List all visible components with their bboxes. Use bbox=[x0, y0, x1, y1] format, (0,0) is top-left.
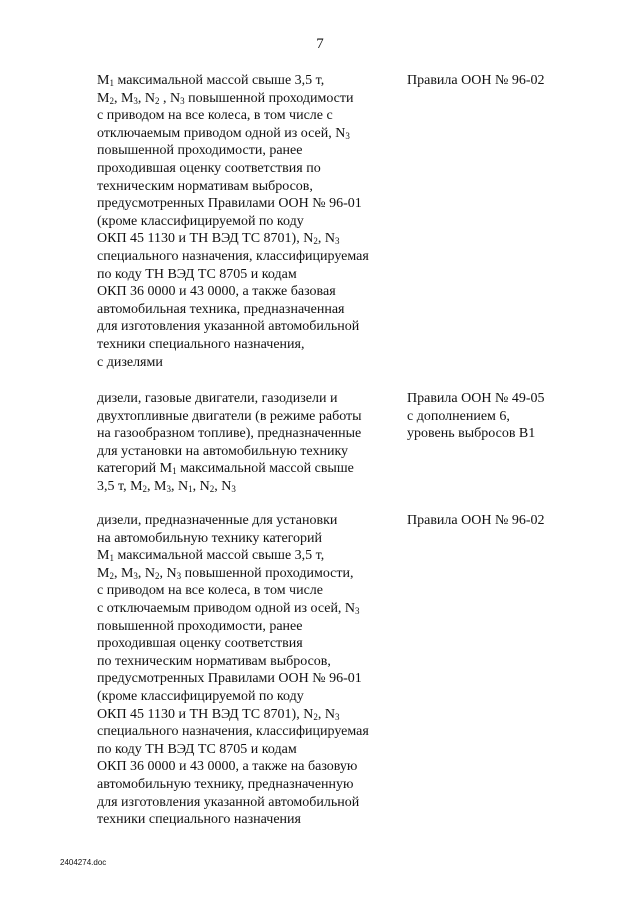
text-line: ОКП 45 1130 и ТН ВЭД ТС 8701), $N_2$, $N_3$ bbox=[97, 231, 340, 247]
text-line: $M_2$, $M_3$, $N_2$ , $N_3$ повышенной проходимости bbox=[97, 90, 354, 106]
text-line: ОКП 36 0000 и 43 0000, а также на базовую bbox=[97, 759, 358, 775]
subscript: 3 bbox=[231, 483, 236, 494]
subscript: 3 bbox=[334, 711, 340, 722]
text-line: для изготовления указанной автомобильной bbox=[97, 319, 360, 335]
subscript: 1 bbox=[109, 553, 114, 564]
subscript: 1 bbox=[172, 466, 177, 477]
regulation-text bbox=[407, 512, 607, 530]
text-line: $M_1$ максимальной массой свыше 3,5 т, bbox=[97, 73, 325, 88]
text-line: ОКП 45 1130 и ТН ВЭД ТС 8701), $N_2$, $N_3$ bbox=[97, 706, 340, 722]
text-line: (кроме классифицируемой по коду bbox=[97, 688, 304, 704]
text-line: предусмотренных Правилами ООН № 96-01 bbox=[97, 196, 362, 212]
text-line: Правила ООН № 96-02 bbox=[407, 513, 545, 528]
text-line: двухтопливные двигатели (в режиме работы bbox=[97, 408, 362, 424]
text-line: с приводом на все колеса, в том числе с bbox=[97, 108, 333, 124]
text-line: $M_2$, $M_3$, $N_2$, $N_3$ повышенной проходимости, bbox=[97, 565, 354, 581]
text-line: повышенной проходимости, ранее bbox=[97, 618, 303, 634]
text-line: по техническим нормативам выбросов, bbox=[97, 653, 331, 669]
subscript: 2 bbox=[142, 483, 148, 494]
text-line: проходившая оценку соответствия по bbox=[97, 160, 321, 176]
subscript: 1 bbox=[188, 483, 193, 494]
text-line: автомобильная техника, предназначенная bbox=[97, 301, 345, 317]
text-line: отключаемым приводом одной из осей, $N_3$ bbox=[97, 125, 350, 141]
text-line: $M_1$ максимальной массой свыше 3,5 т, bbox=[97, 548, 325, 564]
subscript: 3 bbox=[334, 236, 340, 247]
subscript: 2 bbox=[109, 570, 114, 581]
text-line: на газообразном топливе), предназначенные bbox=[97, 426, 362, 442]
text-line: Правила ООН № 96-02 bbox=[407, 73, 545, 88]
vehicle-scope-text bbox=[97, 72, 397, 371]
subscript: 3 bbox=[166, 483, 171, 494]
subscript: 3 bbox=[133, 570, 138, 581]
subscript: 3 bbox=[133, 95, 138, 106]
text-line: для установки на автомобильную технику bbox=[97, 443, 349, 459]
subscript: 2 bbox=[313, 711, 318, 722]
text-line: (кроме классифицируемой по коду bbox=[97, 213, 304, 229]
file-name-footer: 2404274.doc bbox=[60, 858, 107, 867]
regulation-text bbox=[407, 390, 607, 443]
regulation-text bbox=[407, 72, 607, 90]
text-line: предусмотренных Правилами ООН № 96-01 bbox=[97, 671, 362, 687]
text-line: дизели, газовые двигатели, газодизели и bbox=[97, 391, 338, 406]
text-line: автомобильную технику, предназначенную bbox=[97, 776, 354, 792]
vehicle-scope-text bbox=[97, 390, 397, 496]
subscript: 2 bbox=[109, 95, 114, 106]
text-line: категорий $M_1$ максимальной массой свыше bbox=[97, 461, 354, 477]
subscript: 2 bbox=[155, 95, 160, 106]
text-line: с дизелями bbox=[97, 354, 163, 370]
subscript: 3 bbox=[345, 130, 350, 141]
subscript: 2 bbox=[155, 570, 160, 581]
text-line: техники специального назначения bbox=[97, 812, 301, 828]
vehicle-scope-text bbox=[97, 512, 397, 829]
text-line: техническим нормативам выбросов, bbox=[97, 178, 313, 194]
text-line: специального назначения, классифицируемая bbox=[97, 248, 369, 264]
text-line: техники специального назначения, bbox=[97, 336, 305, 352]
text-line: повышенной проходимости, ранее bbox=[97, 143, 303, 159]
text-line: с дополнением 6, bbox=[407, 408, 510, 424]
text-line: 3,5 т, $M_2$, $M_3$, $N_1$, $N_2$, $N_3$ bbox=[97, 478, 236, 494]
text-line: дизели, предназначенные для установки bbox=[97, 513, 338, 528]
subscript: 3 bbox=[176, 570, 182, 581]
subscript: 3 bbox=[355, 605, 360, 616]
text-line: Правила ООН № 49-05 bbox=[407, 391, 545, 406]
subscript: 1 bbox=[109, 78, 114, 88]
text-line: с приводом на все колеса, в том числе bbox=[97, 583, 323, 599]
text-line: для изготовления указанной автомобильной bbox=[97, 794, 360, 810]
text-line: с отключаемым приводом одной из осей, $N_3$ bbox=[97, 600, 360, 616]
text-line: специального назначения, классифицируемая bbox=[97, 724, 369, 740]
subscript: 2 bbox=[209, 483, 215, 494]
text-line: проходившая оценку соответствия bbox=[97, 636, 303, 652]
text-line: уровень выбросов B1 bbox=[407, 426, 536, 442]
text-line: ОКП 36 0000 и 43 0000, а также базовая bbox=[97, 284, 336, 300]
text-line: на автомобильную технику категорий bbox=[97, 530, 323, 546]
page-number: 7 bbox=[316, 36, 324, 52]
text-line: по коду ТН ВЭД ТС 8705 и кодам bbox=[97, 741, 297, 757]
subscript: 3 bbox=[180, 95, 185, 106]
text-line: по коду ТН ВЭД ТС 8705 и кодам bbox=[97, 266, 297, 282]
subscript: 2 bbox=[313, 236, 318, 247]
